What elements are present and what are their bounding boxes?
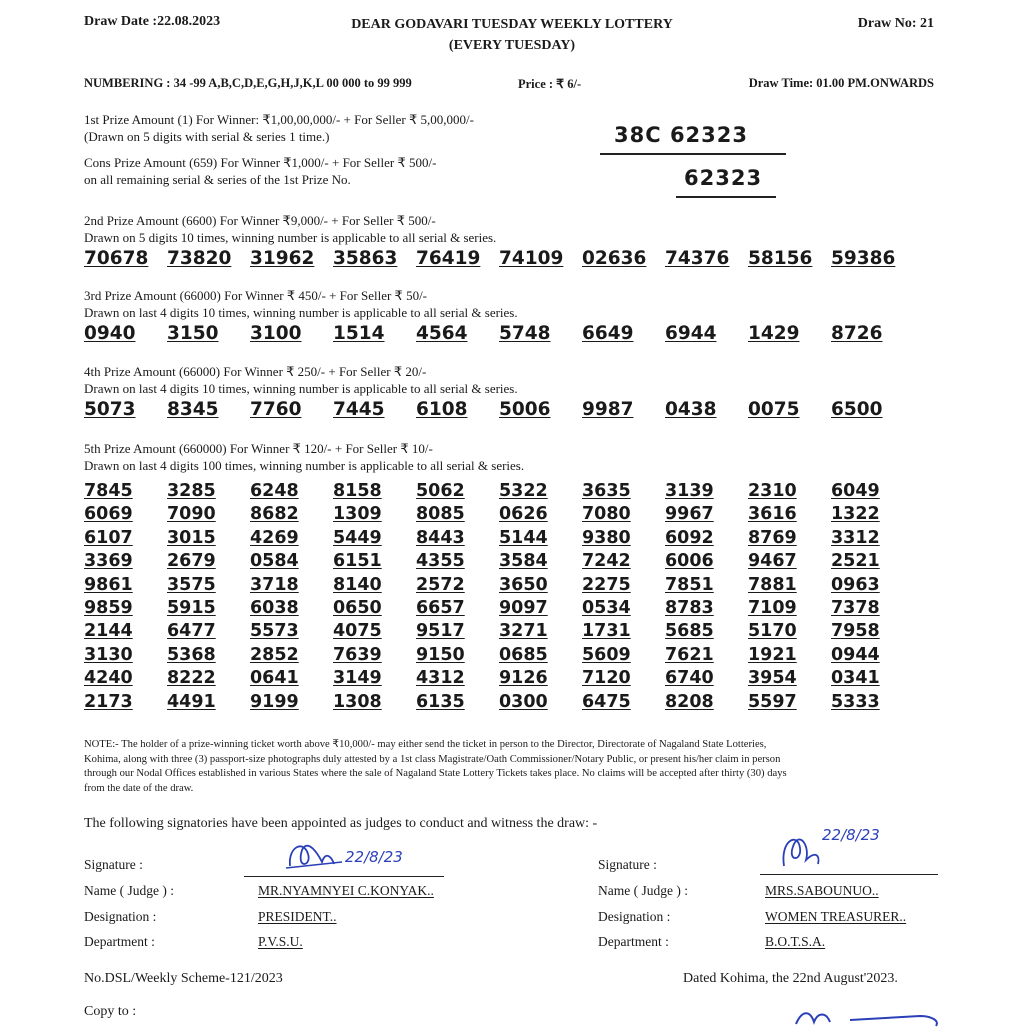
third-prize-number: 3150 <box>167 323 219 344</box>
fifth-prize-number: 2572 <box>416 574 465 595</box>
fifth-prize-number: 5609 <box>582 644 631 665</box>
second-prize-number: 58156 <box>748 248 813 269</box>
cons-prize-line-1: Cons Prize Amount (659) For Winner ₹1,000/- + For Seller ₹ 500/- <box>84 155 437 170</box>
fifth-prize-number: 4269 <box>250 527 299 548</box>
fifth-prize-number: 7845 <box>84 481 133 501</box>
fifth-prize-number: 6477 <box>167 621 216 642</box>
fifth-prize-number: 8222 <box>167 668 216 689</box>
third-prize-number: 3100 <box>250 323 302 344</box>
third-prize-number: 1514 <box>333 323 385 344</box>
fifth-prize-number: 6006 <box>665 551 714 572</box>
fifth-prize-number: 2144 <box>84 621 133 642</box>
footer-signature <box>790 1006 950 1031</box>
fifth-prize-number: 5322 <box>499 481 548 501</box>
note-line-3: through our Nodal Offices established in various States where the sale of Nagaland State Lottery Tickets takes place. No claims will be accepted after thirty (30) days <box>84 768 787 779</box>
fifth-prize-number: 4355 <box>416 551 465 572</box>
fifth-prize-number: 9199 <box>250 691 299 712</box>
fifth-prize-number: 0300 <box>499 691 548 712</box>
fifth-prize-number: 6475 <box>582 691 631 712</box>
right-name-label: Name ( Judge ) : <box>598 883 688 898</box>
fifth-prize-number: 0944 <box>831 644 880 665</box>
fifth-prize-number: 1921 <box>748 644 797 665</box>
note-line-4: from the date of the draw. <box>84 782 194 794</box>
fifth-prize-number: 3650 <box>499 574 548 595</box>
fifth-prize-number: 0534 <box>582 598 631 619</box>
fifth-prize-line-1: 5th Prize Amount (660000) For Winner ₹ 120/- + For Seller ₹ 10/- <box>84 441 433 456</box>
fifth-prize-number: 3015 <box>167 527 216 548</box>
fifth-prize-number: 1309 <box>333 504 382 525</box>
fifth-prize-number: 3285 <box>167 481 216 501</box>
right-judge-designation: WOMEN TREASURER.. <box>765 909 907 924</box>
right-judge-name: MRS.SABOUNUO.. <box>765 883 879 898</box>
second-prize-numbers <box>84 247 914 270</box>
fifth-prize-number: 7851 <box>665 574 714 595</box>
third-prize-line-1: 3rd Prize Amount (66000) For Winner ₹ 450/- + For Seller ₹ 50/- <box>84 288 428 303</box>
left-department-label: Department : <box>84 934 155 949</box>
second-prize-line-1: 2nd Prize Amount (6600) For Winner ₹9,000/- + For Seller ₹ 500/- <box>84 213 436 228</box>
fifth-prize-number: 3369 <box>84 551 133 572</box>
third-prize-number: 4564 <box>416 323 468 344</box>
fifth-prize-number: 0650 <box>333 598 382 619</box>
fifth-prize-number: 8085 <box>416 504 465 525</box>
cons-prize-info <box>84 154 436 188</box>
left-signature-date: 22/8/23 <box>345 848 403 866</box>
fifth-prize-number: 7120 <box>582 668 631 689</box>
third-prize-info <box>84 287 518 321</box>
claim-note <box>84 738 944 796</box>
right-signature-date: 22/8/23 <box>822 826 880 844</box>
fifth-prize-number: 2521 <box>831 551 880 572</box>
draw-time: Draw Time: 01.00 PM.ONWARDS <box>748 76 934 90</box>
left-signature-label: Signature : <box>84 857 143 872</box>
fifth-prize-number: 5368 <box>167 644 216 665</box>
fifth-prize-number: 5170 <box>748 621 797 642</box>
fourth-prize-number: 6500 <box>831 399 883 420</box>
fifth-prize-number: 6151 <box>333 551 382 572</box>
left-designation-label: Designation : <box>84 909 157 924</box>
fifth-prize-number: 5144 <box>499 527 548 548</box>
fifth-prize-number: 4240 <box>84 668 133 689</box>
fifth-prize-number: 5915 <box>167 598 216 619</box>
fifth-prize-number: 7090 <box>167 504 216 525</box>
fifth-prize-number: 3718 <box>250 574 299 595</box>
fourth-prize-number: 8345 <box>167 399 219 420</box>
fifth-prize-number: 3130 <box>84 644 133 665</box>
fifth-prize-number: 5333 <box>831 691 880 712</box>
fourth-prize-number: 5006 <box>499 399 551 420</box>
fifth-prize-number: 6092 <box>665 527 714 548</box>
left-judge-designation: PRESIDENT.. <box>258 909 337 924</box>
fifth-prize-number: 7242 <box>582 551 631 572</box>
second-prize-info <box>84 212 496 246</box>
fourth-prize-number: 9987 <box>582 399 634 420</box>
first-prize-line-2: (Drawn on 5 digits with serial & series 1 time.) <box>84 129 330 144</box>
title-line-1: DEAR GODAVARI TUESDAY WEEKLY LOTTERY <box>351 17 673 32</box>
fifth-prize-number: 7958 <box>831 621 880 642</box>
third-prize-line-2: Drawn on last 4 digits 10 times, winning number is applicable to all serial & series. <box>84 305 518 320</box>
fifth-prize-number: 7378 <box>831 598 880 619</box>
note-line-1: NOTE:- The holder of a prize-winning ticket worth above ₹10,000/- may either send the ticket in person to the Director, Directorate of Nagaland State Lotteries, <box>84 739 767 750</box>
first-prize-number: 38C 62323 <box>614 123 749 147</box>
fifth-prize-number: 9859 <box>84 598 133 619</box>
fifth-prize-number: 8783 <box>665 598 714 619</box>
fifth-prize-number: 9467 <box>748 551 797 572</box>
fifth-prize-number: 7621 <box>665 644 714 665</box>
fifth-prize-number: 2173 <box>84 691 133 712</box>
second-prize-line-2: Drawn on 5 digits 10 times, winning number is applicable to all serial & series. <box>84 230 497 245</box>
fifth-prize-number: 1731 <box>582 621 631 642</box>
fifth-prize-number: 3312 <box>831 527 880 548</box>
left-judge-department: P.V.S.U. <box>258 934 303 949</box>
fifth-prize-line-2: Drawn on last 4 digits 100 times, winning number is applicable to all serial & series. <box>84 458 525 473</box>
fifth-prize-number: 0584 <box>250 551 299 572</box>
second-prize-number: 02636 <box>582 248 647 269</box>
third-prize-number: 0940 <box>84 323 136 344</box>
fourth-prize-number: 5073 <box>84 399 136 420</box>
fourth-prize-numbers <box>84 398 914 421</box>
fifth-prize-number: 2679 <box>167 551 216 572</box>
third-prize-numbers <box>84 322 914 345</box>
fifth-prize-number: 7881 <box>748 574 797 595</box>
fifth-prize-number: 6248 <box>250 481 299 501</box>
fifth-prize-number: 5062 <box>416 481 465 501</box>
cons-prize-rule <box>676 196 776 198</box>
fifth-prize-number: 9861 <box>84 574 133 595</box>
fourth-prize-line-2: Drawn on last 4 digits 10 times, winning number is applicable to all serial & series. <box>84 381 518 396</box>
right-designation-label: Designation : <box>598 909 671 924</box>
note-line-2: Kohima, along with three (3) passport-size photographs duly attested by a 1st class Magistrate/Oath Commissioner/Notary Public, or present his/her claim in person <box>84 753 781 765</box>
judges-intro: The following signatories have been appointed as judges to conduct and witness the draw: - <box>84 816 598 831</box>
fifth-prize-number: 2310 <box>748 481 797 501</box>
fifth-prize-number: 1322 <box>831 504 880 525</box>
fifth-prize-info <box>84 440 524 474</box>
fifth-prize-number: 3139 <box>665 481 714 501</box>
fifth-prize-number: 8682 <box>250 504 299 525</box>
fifth-prize-number: 5597 <box>748 691 797 712</box>
third-prize-number: 8726 <box>831 323 883 344</box>
fifth-prize-number: 1308 <box>333 691 382 712</box>
left-signature-line <box>244 876 444 877</box>
left-judge-name: MR.NYAMNYEI C.KONYAK.. <box>258 883 434 898</box>
third-prize-number: 6649 <box>582 323 634 344</box>
fifth-prize-numbers <box>84 480 914 714</box>
second-prize-number: 73820 <box>167 248 232 269</box>
first-prize-info <box>84 111 474 145</box>
fifth-prize-number: 7080 <box>582 504 631 525</box>
price: Price : ₹ 6/- <box>518 77 582 91</box>
third-prize-number: 1429 <box>748 323 800 344</box>
fifth-prize-number: 9380 <box>582 527 631 548</box>
fifth-prize-number: 6049 <box>831 481 880 501</box>
first-prize-line-1: 1st Prize Amount (1) For Winner: ₹1,00,00,000/- + For Seller ₹ 5,00,000/- <box>84 112 474 127</box>
fifth-prize-number: 3616 <box>748 504 797 525</box>
fifth-prize-number: 3271 <box>499 621 548 642</box>
left-name-label: Name ( Judge ) : <box>84 883 174 898</box>
third-prize-number: 6944 <box>665 323 717 344</box>
right-judge-department: B.O.T.S.A. <box>765 934 826 949</box>
fifth-prize-number: 8208 <box>665 691 714 712</box>
fifth-prize-number: 0626 <box>499 504 548 525</box>
fifth-prize-number: 8443 <box>416 527 465 548</box>
right-signature-line <box>760 874 938 875</box>
second-prize-number: 59386 <box>831 248 896 269</box>
draw-number: Draw No: 21 <box>857 16 934 31</box>
fifth-prize-number: 8140 <box>333 574 382 595</box>
fourth-prize-number: 6108 <box>416 399 468 420</box>
fifth-prize-number: 0685 <box>499 644 548 665</box>
fourth-prize-number: 7760 <box>250 399 302 420</box>
fifth-prize-number: 8158 <box>333 481 382 501</box>
second-prize-number: 74376 <box>665 248 730 269</box>
draw-date: Draw Date :22.08.2023 <box>84 14 221 29</box>
fourth-prize-number: 0075 <box>748 399 800 420</box>
fifth-prize-number: 4075 <box>333 621 382 642</box>
fifth-prize-number: 6740 <box>665 668 714 689</box>
fifth-prize-number: 9097 <box>499 598 548 619</box>
fifth-prize-number: 5685 <box>665 621 714 642</box>
fourth-prize-number: 0438 <box>665 399 717 420</box>
fifth-prize-number: 2275 <box>582 574 631 595</box>
copy-to: Copy to : <box>84 1004 137 1019</box>
lottery-title <box>292 14 732 56</box>
fifth-prize-number: 0963 <box>831 574 880 595</box>
fourth-prize-info <box>84 363 518 397</box>
title-line-2: (EVERY TUESDAY) <box>448 38 576 53</box>
first-prize-rule <box>600 153 786 155</box>
cons-prize-line-2: on all remaining serial & series of the 1st Prize No. <box>84 172 351 187</box>
right-signature-label: Signature : <box>598 857 657 872</box>
fifth-prize-number: 3954 <box>748 668 797 689</box>
dated-kohima: Dated Kohima, the 22nd August'2023. <box>683 971 898 986</box>
fifth-prize-number: 9517 <box>416 621 465 642</box>
fifth-prize-number: 3575 <box>167 574 216 595</box>
right-department-label: Department : <box>598 934 669 949</box>
fifth-prize-number: 9150 <box>416 644 465 665</box>
fifth-prize-number: 7639 <box>333 644 382 665</box>
fifth-prize-number: 6107 <box>84 527 133 548</box>
second-prize-number: 76419 <box>416 248 481 269</box>
fifth-prize-number: 6038 <box>250 598 299 619</box>
fifth-prize-number: 7109 <box>748 598 797 619</box>
scheme-reference: No.DSL/Weekly Scheme-121/2023 <box>84 971 283 986</box>
numbering: NUMBERING : 34 -99 A,B,C,D,E,G,H,J,K,L 00 000 to 99 999 <box>84 76 412 90</box>
fifth-prize-number: 6135 <box>416 691 465 712</box>
second-prize-number: 74109 <box>499 248 564 269</box>
fourth-prize-line-1: 4th Prize Amount (66000) For Winner ₹ 250/- + For Seller ₹ 20/- <box>84 364 427 379</box>
fifth-prize-number: 3149 <box>333 668 382 689</box>
fifth-prize-number: 3635 <box>582 481 631 501</box>
fifth-prize-number: 0341 <box>831 668 880 689</box>
second-prize-number: 31962 <box>250 248 315 269</box>
second-prize-number: 35863 <box>333 248 398 269</box>
fifth-prize-number: 8769 <box>748 527 797 548</box>
fifth-prize-number: 4491 <box>167 691 216 712</box>
fourth-prize-number: 7445 <box>333 399 385 420</box>
third-prize-number: 5748 <box>499 323 551 344</box>
fifth-prize-number: 5449 <box>333 527 382 548</box>
fifth-prize-number: 5573 <box>250 621 299 642</box>
cons-prize-number: 62323 <box>684 166 763 190</box>
fifth-prize-number: 0641 <box>250 668 299 689</box>
second-prize-number: 70678 <box>84 248 149 269</box>
fifth-prize-number: 2852 <box>250 644 299 665</box>
fifth-prize-number: 4312 <box>416 668 465 689</box>
fifth-prize-number: 9967 <box>665 504 714 525</box>
fifth-prize-number: 9126 <box>499 668 548 689</box>
fifth-prize-number: 6657 <box>416 598 465 619</box>
fifth-prize-number: 3584 <box>499 551 548 572</box>
fifth-prize-number: 6069 <box>84 504 133 525</box>
